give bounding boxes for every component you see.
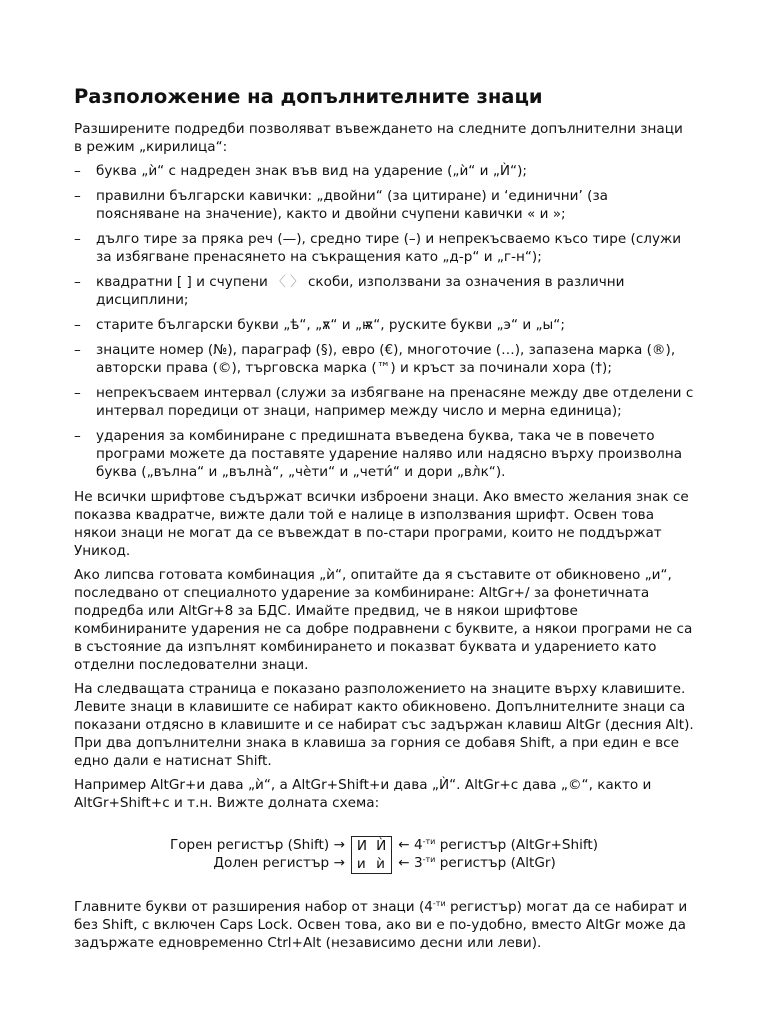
list-item — [74, 273, 694, 309]
capslock-text-end: регистър) могат да се набират и без Shift, с включен Caps Lock. Освен това, ако ви е по-удобно, вместо AltGr може да задържате едновременно Ctrl+Alt (независимо десни или леви). — [74, 899, 688, 951]
example-paragraph: Например AltGr+и дава „ѝ“, а AltGr+Shift+и дава „Ѝ“. AltGr+с дава „©“, както и AltGr+Shift+с и т.н. Вижте долната схема: — [74, 777, 652, 811]
layout-paragraph: На следващата страница е показано разположението на знаците върху клавишите. Левите знаци в клавишите се набират както обикновено. Допълнителните знаци са показани отдясно в клавишите и се набират със задържан клавиш AltGr (десния Alt). При два допълнителни знака в клавиша за горния се добавя Shift, а при един е все едно дали е натиснат Shift. — [74, 681, 694, 769]
list-item-text: непрекъсваем интервал (служи за избягване на пренасяне между две отделени с интервал поредици от знаци, например между число и мерна единица); — [96, 385, 694, 419]
third-register-label — [398, 854, 598, 872]
bullet-dash: – — [74, 317, 81, 333]
scheme-left-labels — [170, 836, 351, 874]
list-item — [74, 187, 694, 223]
list-item-text-before: квадратни [ ] и счупени — [96, 274, 273, 290]
fourth-register-text: регистър (AltGr+Shift) — [435, 837, 599, 853]
list-item — [74, 316, 694, 334]
bullet-dash: – — [74, 385, 81, 401]
page-title: Разположение на допълнителните знаци — [74, 85, 543, 108]
key-upper-right: Ѝ — [376, 838, 387, 854]
fonts-paragraph: Не всички шрифтове съдържат всички изброени знаци. Ако вместо желания знак се показва квадратче, вижте дали той е налице в използвания шрифт. Освен това някои знаци не могат да се въвеждат в по-стари програми, които не поддържат Уникод. — [74, 489, 689, 559]
list-item-text: старите български букви „ѣ“, „ѫ“ и „ѭ“, руските букви „э“ и „ы“; — [96, 317, 565, 333]
list-item-text: буква „ѝ“ с надреден знак във вид на ударение („ѝ“ и „Ѝ“); — [96, 163, 527, 179]
upper-register-label: Горен регистър (Shift) → — [169, 837, 345, 853]
list-item — [74, 384, 694, 420]
bullet-dash: – — [74, 188, 81, 204]
list-item — [74, 341, 694, 377]
document-page — [74, 82, 694, 958]
list-item-text: дълго тире за пряка реч (—), средно тире (–) и непрекъсваемо късо тире (служи за избягване пренасянето на съкращения като „д‑р“ и „г‑н“); — [96, 231, 682, 265]
list-item — [74, 427, 694, 481]
third-register-text: регистър (AltGr) — [435, 855, 556, 871]
capslock-paragraph — [74, 898, 694, 952]
capslock-suffix: -ти — [432, 899, 446, 908]
bullet-dash: – — [74, 428, 81, 444]
intro-paragraph: Разширените подредби позволяват въвеждането на следните допълнителни знаци в режим „кирилица“: — [74, 121, 683, 155]
bullet-dash: – — [74, 274, 81, 290]
list-item-text: знаците номер (№), параграф (§), евро (€), многоточие (…), запазена марка (®), авторски права (©), търговска марка (™) и кръст за починали хора (†); — [96, 342, 676, 376]
angle-brackets: 〈 〉 — [272, 274, 304, 290]
bullet-dash: – — [74, 342, 81, 358]
third-register-suffix: -ти — [422, 855, 436, 864]
list-item-text: ударения за комбиниране с предишната въведена буква, така че в повечето програми можете да поставяте ударение наляво или надясно върху произволна буква („вълна“ и „вълнà“, „чèти“ и „чети́“ и дори „вл̀к“). — [96, 428, 683, 480]
combining-paragraph: Ако липсва готовата комбинация „ѝ“, опитайте да я съставите от обикновено „и“, последвано от специалното ударение за комбиниране: AltGr+/ за фонетичната подредба или AltGr+8 за БДС. Имайте предвид, че в някои шрифтове комбинираните ударения не са добре подравнени с буквите, а някои програми не са в състояние да изпълнят комбинирането и показват буквата и ударението като отделни последователни знаци. — [74, 567, 693, 673]
list-item — [74, 230, 694, 266]
bullet-dash: – — [74, 231, 81, 247]
scheme-right-labels — [392, 836, 598, 874]
list-item-text: правилни български кавички: „двойни“ (за цитиране) и ‘единични’ (за поясняване на значение), както и двойни счупени кавички « и »; — [96, 188, 609, 222]
capslock-text-start: Главните букви от разширения набор от знаци (4 — [74, 899, 433, 915]
bullet-dash: – — [74, 163, 81, 179]
list-item-text-after: скоби, използвани за означения в различни дисциплини; — [96, 274, 625, 308]
key-scheme — [74, 836, 694, 874]
list-item — [74, 162, 694, 180]
key-lower-left: и — [356, 856, 366, 872]
character-list — [74, 162, 694, 481]
key-upper-left: И — [356, 838, 368, 854]
fourth-register-prefix: ← 4 — [398, 837, 423, 853]
key-box — [351, 836, 392, 874]
key-lower-right: ѝ — [376, 856, 385, 872]
lower-register-label: Долен регистър → — [213, 855, 345, 871]
third-register-prefix: ← 3 — [398, 855, 423, 871]
fourth-register-suffix: -ти — [422, 837, 436, 846]
fourth-register-label — [398, 836, 598, 854]
